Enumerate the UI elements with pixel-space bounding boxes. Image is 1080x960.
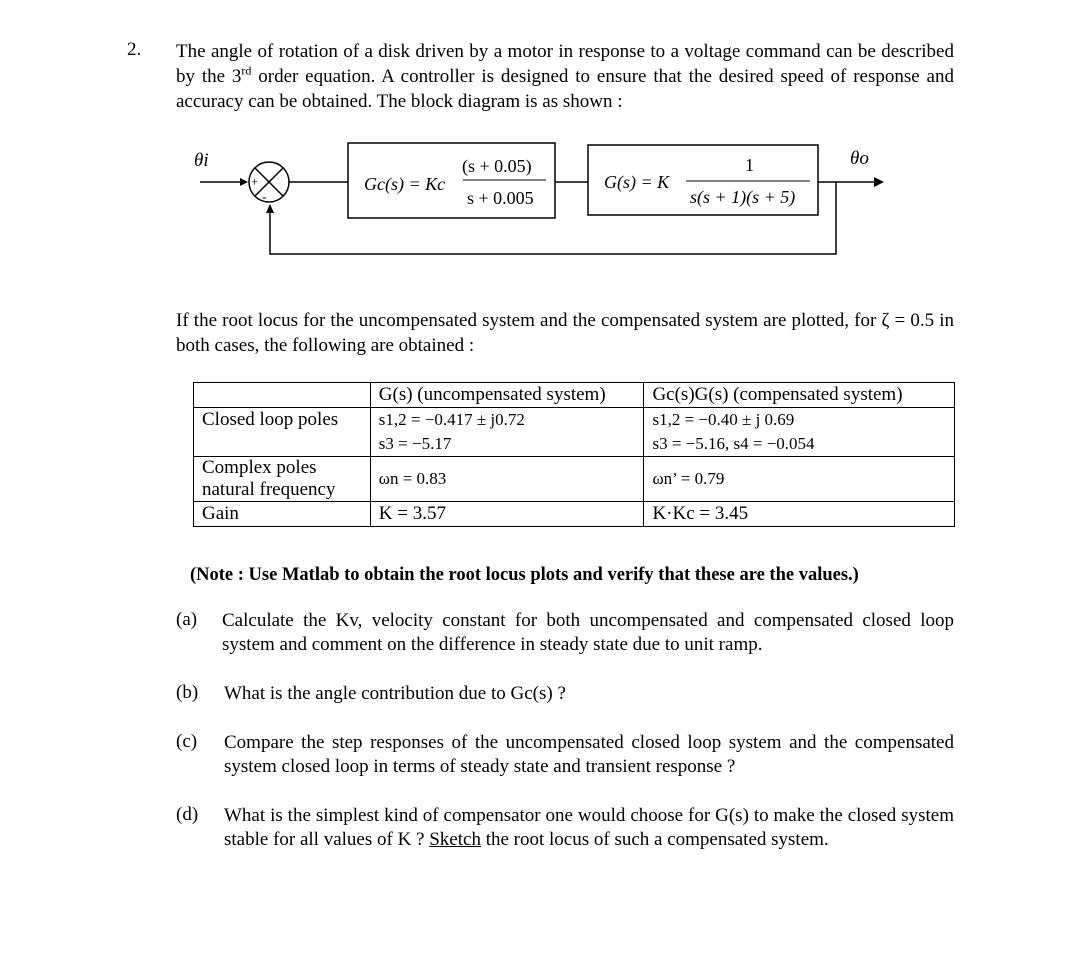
uncompensated-gain-cell: K = 3.57 bbox=[370, 502, 644, 527]
input-label: θi bbox=[194, 150, 209, 171]
intro-text-a: The angle of rotation of a disk driven by a motor in response to a voltage command can be described by the 3 bbox=[176, 41, 954, 87]
output-label: θo bbox=[850, 148, 869, 169]
part-c-text: Compare the step responses of the uncompensated closed loop system and the compensated system closed loop in terms of steady state and transient response ? bbox=[224, 732, 954, 777]
gc-numerator: (s + 0.05) bbox=[462, 156, 532, 176]
compensated-wn-cell: ωn’ = 0.79 bbox=[644, 457, 955, 502]
header-empty-cell bbox=[194, 383, 371, 408]
matlab-note: (Note : Use Matlab to obtain the root locus plots and verify that these are the values.) bbox=[190, 565, 859, 585]
compensated-poles-complex: s1,2 = −0.40 ± j 0.69 bbox=[652, 410, 795, 429]
g-denominator: s(s + 1)(s + 5) bbox=[690, 187, 796, 207]
part-d-sketch-word: Sketch bbox=[429, 829, 481, 850]
closed-loop-poles-label: Closed loop poles bbox=[202, 409, 339, 430]
intro-text-b: order equation. A controller is designed to ensure that the desired speed of response and accuracy can be obtained. The block diagram is as shown : bbox=[176, 66, 954, 112]
gc-denominator: s + 0.005 bbox=[467, 188, 534, 208]
table-row-natural-frequency bbox=[194, 457, 955, 502]
g-lhs: G(s) = K bbox=[604, 172, 670, 192]
compensated-poles-cell bbox=[644, 408, 955, 457]
gc-lhs: Gc(s) = Kc bbox=[364, 174, 446, 194]
row-label-natural-frequency bbox=[194, 457, 371, 502]
summing-junction bbox=[249, 162, 289, 205]
intro-superscript: rd bbox=[241, 63, 252, 78]
uncompensated-wn-cell: ωn = 0.83 bbox=[370, 457, 644, 502]
header-uncompensated: G(s) (uncompensated system) bbox=[370, 383, 644, 408]
natural-frequency-label-a: Complex poles bbox=[202, 457, 317, 478]
row-label-gain: Gain bbox=[194, 502, 371, 527]
uncompensated-pole-real: s3 = −5.17 bbox=[378, 434, 452, 453]
part-d-text bbox=[224, 804, 954, 852]
uncompensated-poles-cell bbox=[370, 408, 644, 457]
part-c-label: (c) bbox=[176, 731, 198, 752]
sum-plus-sign: + bbox=[251, 174, 259, 189]
part-b-text: What is the angle contribution due to Gc(s) ? bbox=[224, 683, 566, 704]
sum-minus-sign: - bbox=[262, 190, 267, 205]
uncompensated-poles-complex: s1,2 = −0.417 ± j0.72 bbox=[378, 410, 525, 429]
row-label-closed-loop-poles bbox=[194, 408, 371, 457]
g-block bbox=[588, 145, 818, 215]
g-numerator: 1 bbox=[745, 155, 754, 175]
gc-block bbox=[348, 143, 555, 218]
natural-frequency-label-b: natural frequency bbox=[202, 479, 336, 500]
compensated-poles-real: s3 = −5.16, s4 = −0.054 bbox=[652, 434, 815, 453]
feedback-arrowhead bbox=[266, 204, 274, 213]
part-b-label: (b) bbox=[176, 682, 199, 703]
part-a-label: (a) bbox=[176, 609, 198, 630]
part-d-text-b: the root locus of such a compensated system. bbox=[480, 829, 829, 850]
part-d-text-a: What is the simplest kind of compensator one would choose for G(s) to make the closed system stable for all values of K ? bbox=[224, 805, 954, 850]
compensated-gain-cell: K·Kc = 3.45 bbox=[644, 502, 955, 527]
block-diagram bbox=[0, 130, 1080, 270]
table-row-closed-loop-poles bbox=[194, 408, 955, 457]
root-locus-paragraph: If the root locus for the uncompensated system and the compensated system are plotted, for ζ = 0.5 in both cases, the following are obtained : bbox=[176, 310, 954, 356]
part-a-text: Calculate the Kv, velocity constant for both uncompensated and compensated closed loop system and comment on the difference in steady state due to unit ramp. bbox=[222, 610, 954, 655]
results-table bbox=[193, 382, 955, 527]
table-header-row bbox=[194, 383, 955, 408]
table-row-gain bbox=[194, 502, 955, 527]
part-d-label: (d) bbox=[176, 804, 199, 825]
input-arrowhead bbox=[240, 178, 248, 186]
header-compensated: Gc(s)G(s) (compensated system) bbox=[644, 383, 955, 408]
output-arrowhead bbox=[874, 177, 884, 187]
question-intro bbox=[176, 39, 954, 114]
question-number: 2. bbox=[127, 39, 142, 60]
